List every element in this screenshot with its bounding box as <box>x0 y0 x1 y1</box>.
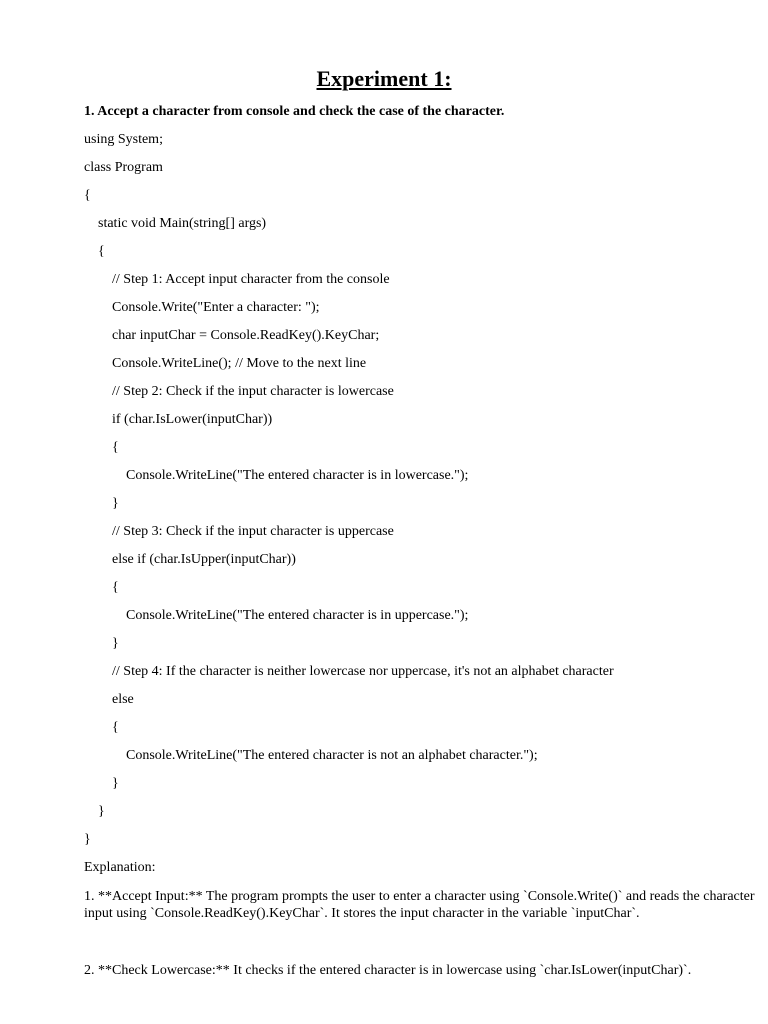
code-line: { <box>98 244 105 259</box>
code-line: else if (char.IsUpper(inputChar)) <box>112 552 296 567</box>
code-line: using System; <box>84 132 163 147</box>
explanation-item: 1. **Accept Input:** The program prompts the user to enter a character using `Console.Write()` and reads the character input using `Console.ReadKey().KeyChar`. It stores the input character in the variable `inputChar`. <box>84 889 755 921</box>
question-text: 1. Accept a character from console and check the case of the character. <box>84 104 505 119</box>
code-line: // Step 3: Check if the input character is uppercase <box>112 524 394 539</box>
code-line: // Step 4: If the character is neither lowercase nor uppercase, it's not an alphabet character <box>112 664 614 679</box>
code-line: { <box>112 580 119 595</box>
code-line: { <box>112 440 119 455</box>
code-line: } <box>98 804 105 819</box>
code-line: { <box>112 720 119 735</box>
code-line: class Program <box>84 160 163 175</box>
code-line: Console.WriteLine("The entered character is in lowercase."); <box>126 468 469 483</box>
code-line: // Step 1: Accept input character from the console <box>112 272 390 287</box>
code-line: Console.WriteLine(); // Move to the next line <box>112 356 367 371</box>
code-line: } <box>112 496 119 511</box>
explanation-heading: Explanation: <box>84 860 156 875</box>
code-line: Console.WriteLine("The entered character is in uppercase."); <box>126 608 469 623</box>
code-line: if (char.IsLower(inputChar)) <box>112 412 273 427</box>
code-line: } <box>84 832 91 847</box>
page-title: Experiment 1: <box>316 66 452 91</box>
code-line: } <box>112 636 119 651</box>
code-line: char inputChar = Console.ReadKey().KeyChar; <box>112 328 380 343</box>
code-line: } <box>112 776 119 791</box>
code-line: { <box>84 188 91 203</box>
code-line: Console.WriteLine("The entered character is not an alphabet character."); <box>126 748 538 763</box>
code-line: // Step 2: Check if the input character is lowercase <box>112 384 394 399</box>
code-line: Console.Write("Enter a character: "); <box>112 300 320 315</box>
code-line: else <box>112 692 134 707</box>
code-line: static void Main(string[] args) <box>98 216 267 231</box>
explanation-item: 2. **Check Lowercase:** It checks if the entered character is in lowercase using `char.IsLower(inputChar)`. <box>84 963 692 978</box>
